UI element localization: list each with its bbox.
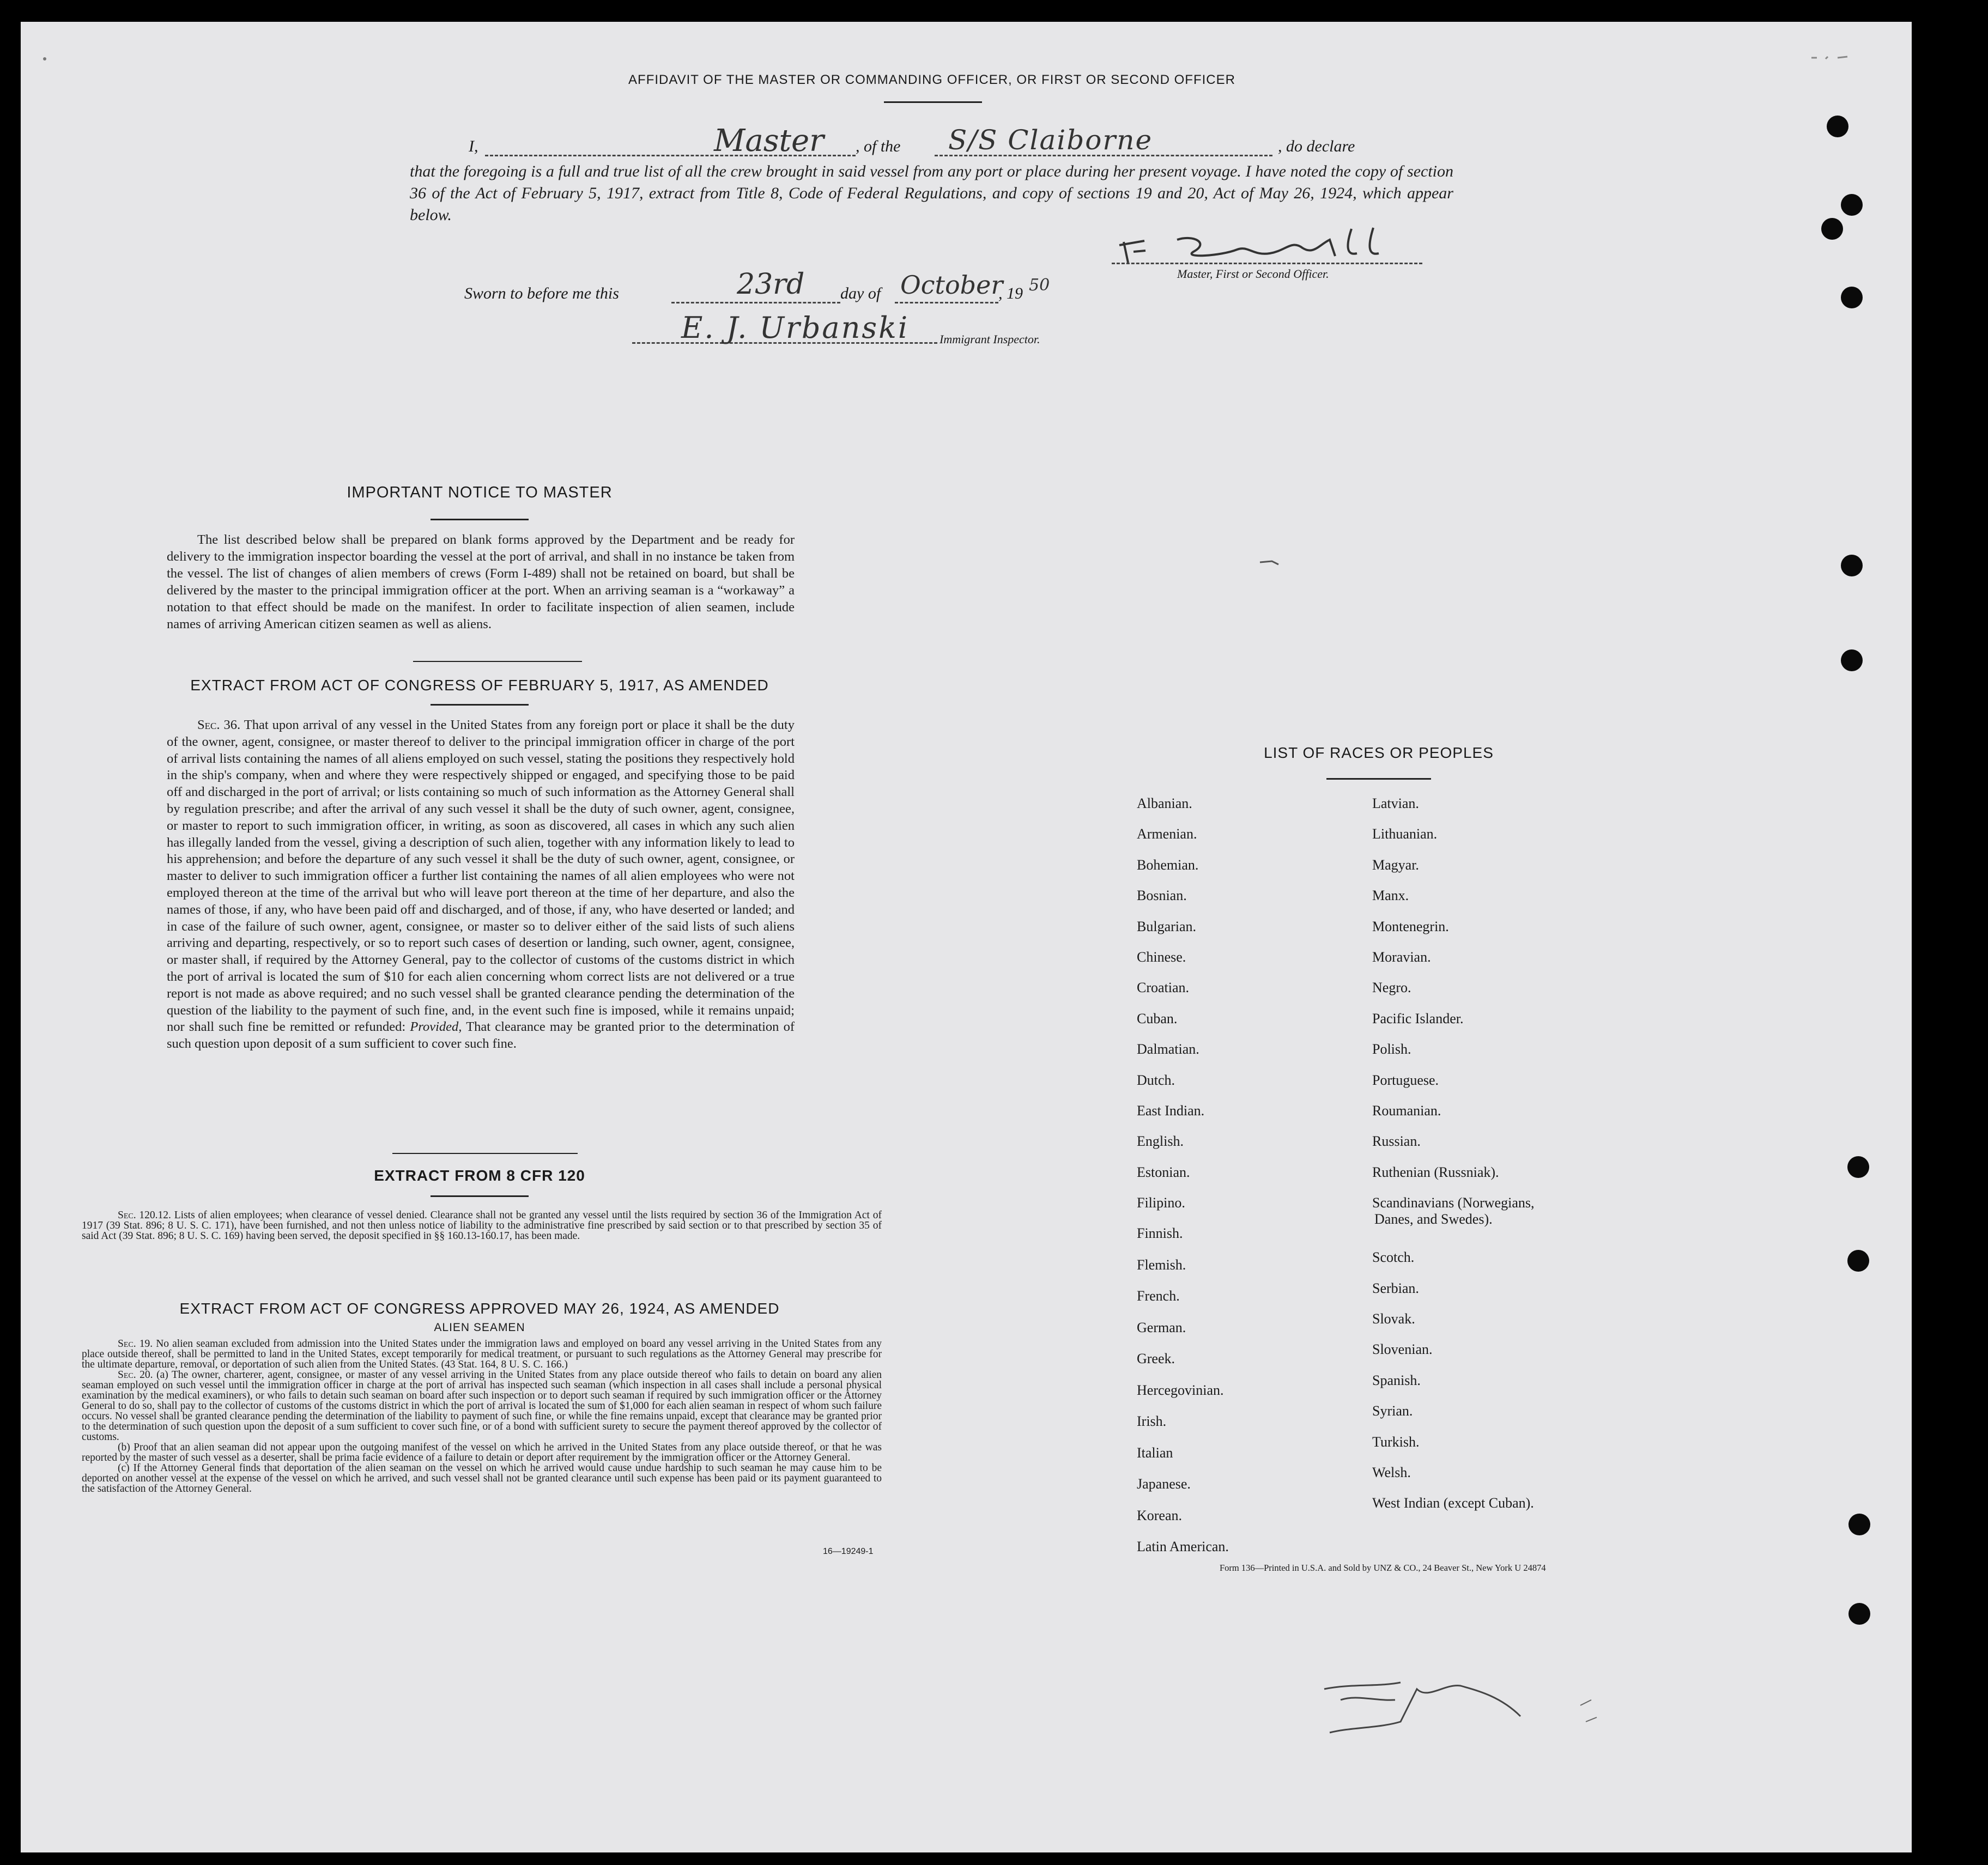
- race-item: Serbian.: [1372, 1280, 1419, 1296]
- sworn-prefix: Sworn to before me this: [464, 284, 619, 302]
- proviso-text: That clearance may be granted prior to the determination of such question upon deposit of a sum sufficient to cover such fine.: [167, 1019, 795, 1052]
- sworn-year-prefix: , 19: [998, 284, 1023, 302]
- notice-end-rule: [413, 661, 582, 662]
- race-item: Bosnian.: [1137, 888, 1187, 904]
- sec-20-label: Sec. 20.: [118, 1369, 153, 1381]
- race-item: Spanish.: [1372, 1372, 1421, 1388]
- race-item: Filipino.: [1137, 1195, 1185, 1211]
- race-item: Latvian.: [1372, 795, 1419, 811]
- race-item: Slovenian.: [1372, 1341, 1433, 1358]
- races-title: LIST OF RACES OR PEOPLES: [1264, 744, 1494, 761]
- sec-19-text: No alien seaman excluded from admission into the United States under the immigration laws and employed on board any vessel arriving in the United States from any place outside thereof, shall be permitted to land in the United States, except temporarily for medical treatment, or pursuant to such regulations as the Attorney General may prescribe for the ultimate departure, removal, or deportation of such alien from the United States. (43 Stat. 164, 8 U. S. C. 166.): [82, 1338, 882, 1370]
- extract-1924-subtitle: ALIEN SEAMEN: [434, 1321, 525, 1334]
- sworn-year: 50: [1029, 276, 1050, 295]
- extract-1917-end-rule: [392, 1153, 578, 1154]
- race-item: Montenegrin.: [1372, 918, 1449, 934]
- race-item: Scandinavians (Norwegians,: [1372, 1195, 1535, 1211]
- race-item: Albanian.: [1137, 795, 1192, 811]
- race-item: Armenian.: [1137, 826, 1197, 842]
- race-item: Lithuanian.: [1372, 826, 1438, 842]
- races-title-rule: [1326, 778, 1431, 780]
- sec-36-label: Sec. 36.: [197, 718, 241, 732]
- race-item: Negro.: [1372, 980, 1411, 996]
- race-item: Flemish.: [1137, 1256, 1186, 1273]
- master-handwritten: Master: [714, 123, 824, 159]
- race-item: German.: [1137, 1319, 1186, 1335]
- pencil-scribble: [1319, 1667, 1602, 1743]
- punch-hole: [1841, 555, 1863, 576]
- affidavit-body: that the foregoing is a full and true list of all the crew brought in said vessel from any port or place during her present voyage. I have noted the copy of section 36 of the Act of February 5, 1917, extract from Title 8, Code of Federal Regulations, and copy of sections 19 and 20, Act of May 26, 1924, which appear below.: [410, 162, 1453, 224]
- race-item: Estonian.: [1137, 1164, 1190, 1180]
- race-item: Cuban.: [1137, 1010, 1178, 1026]
- corner-mark: [41, 56, 48, 62]
- notice-title-rule: [431, 519, 529, 520]
- punch-hole: [1841, 287, 1863, 308]
- punch-hole: [1848, 1514, 1870, 1535]
- extract-1917-body: [167, 717, 795, 1053]
- vessel-handwritten: S/S Claiborne: [948, 124, 1153, 156]
- race-item: Dalmatian.: [1137, 1041, 1199, 1058]
- sec-20a: [82, 1370, 882, 1442]
- punch-hole: [1841, 194, 1863, 216]
- affidavit-of-the: , of the: [856, 137, 901, 155]
- punch-hole: [1848, 1603, 1870, 1625]
- race-item: French.: [1137, 1288, 1180, 1304]
- sec-19-label: Sec. 19.: [118, 1338, 153, 1350]
- sec-120-label: Sec. 120.12.: [118, 1210, 171, 1221]
- race-item: Croatian.: [1137, 980, 1190, 996]
- sworn-day-of: day of: [840, 284, 881, 302]
- extract-1917-title-rule: [431, 704, 529, 706]
- race-item: East Indian.: [1137, 1103, 1205, 1119]
- race-item: Syrian.: [1372, 1403, 1413, 1419]
- race-item: Russian.: [1372, 1133, 1421, 1150]
- extract-cfr-title-rule: [431, 1195, 529, 1197]
- printer-footer: Form 136—Printed in U.S.A. and Sold by UNZ & CO., 24 Beaver St., New York U 24874: [1220, 1563, 1546, 1573]
- race-item: Latin American.: [1137, 1539, 1229, 1555]
- race-item: Korean.: [1137, 1507, 1183, 1523]
- affidavit-line1: [469, 123, 1455, 161]
- race-item: Bulgarian.: [1137, 918, 1197, 934]
- race-item: English.: [1137, 1133, 1184, 1150]
- race-item: Bohemian.: [1137, 856, 1199, 873]
- extract-1924-title: EXTRACT FROM ACT OF CONGRESS APPROVED MAY 26, 1924, AS AMENDED: [179, 1300, 780, 1317]
- inspector-label: Immigrant Inspector.: [940, 332, 1040, 346]
- race-item: Welsh.: [1372, 1465, 1411, 1480]
- race-item: Magyar.: [1372, 856, 1419, 873]
- sworn-day: 23rd: [737, 268, 805, 301]
- race-item: Portuguese.: [1372, 1072, 1439, 1088]
- race-item: Turkish.: [1372, 1433, 1420, 1450]
- inspector-signature: E. J. Urbanski: [681, 311, 910, 345]
- sec-20c: (c) If the Attorney General finds that deportation of the alien seaman on the vessel on which he arrived would cause undue hardship to such seaman he may cause him to be deported on another vessel at the expense of the vessel on which he arrived, and such vessel shall not be granted clearance until such expense has been paid or its payment guaranteed to the satisfaction of the Attorney General.: [82, 1462, 882, 1495]
- race-item: Ruthenian (Russniak).: [1372, 1164, 1499, 1180]
- race-item: Finnish.: [1137, 1225, 1183, 1242]
- race-item: Dutch.: [1137, 1072, 1175, 1088]
- sec-20b: (b) Proof that an alien seaman did not appear upon the outgoing manifest of the vessel on which he arrived in the United States from any place outside thereof, or that he was reported by the master of such vessel as a deserter, shall be prima facie evidence of a failure to detain or deport after requirement by the immigration officer or the Attorney General.: [82, 1442, 882, 1463]
- race-item: Chinese.: [1137, 949, 1186, 965]
- sworn-line: [464, 268, 1173, 315]
- sec-20a-text: (a) The owner, charterer, agent, consignee, or master of any vessel arriving in the United States from any place outside thereof who fails to detain on board any alien seaman employed on such vessel until the immigration officer in charge at the port of arrival has inspected such seaman (which inspection in all cases shall include a personal physical examination by the medical examiners), or who fails to detain such seaman on board after such inspection or to deport such seaman if required by such immigration officer or the Attorney General to do so, shall pay to the collector of customs of the customs district in which the port of arrival is located the sum of $1,000 for each alien seaman in respect of whom such failure occurs. No vessel shall be granted clearance pending the determination of the liability to payment of such fine, or while the fine remains unpaid, except that clearance may be granted prior to the determination of such question upon the deposit of a sum sufficient to cover such fine, or of a bond with sufficient surety to secure the payment thereof approved by the collector of customs.: [82, 1369, 882, 1443]
- affidavit-title-rule: [884, 101, 982, 103]
- race-item: Irish.: [1137, 1413, 1167, 1430]
- affidavit-prefix: I,: [469, 137, 478, 155]
- notice-body: The list described below shall be prepared on blank forms approved by the Department and be ready for delivery to the immigration inspector boarding the vessel at the port of arrival, and shall in no instance be taken from the vessel. The list of changes of alien members of crews (Form I-489) shall not be retained on board, but shall be delivered by the master to the principal immigration officer at the port. When an arriving seaman is a “workaway” a notation to that effect should be made on the manifest. In order to facilitate inspection of alien seamen, include names of arriving American citizen seamen as well as aliens.: [167, 532, 795, 631]
- punch-hole: [1821, 218, 1843, 240]
- race-item: Japanese.: [1137, 1476, 1191, 1492]
- race-item: Italian: [1137, 1444, 1173, 1461]
- stray-mark: [1259, 559, 1281, 567]
- master-signature: [1112, 223, 1417, 267]
- race-item: Danes, and Swedes).: [1374, 1211, 1493, 1228]
- extract-cfr-title: EXTRACT FROM 8 CFR 120: [374, 1167, 585, 1184]
- punch-hole: [1827, 116, 1848, 137]
- extract-1924-body: [82, 1339, 882, 1494]
- officer-label: Master, First or Second Officer.: [1177, 267, 1329, 281]
- form-code: 16—19249-1: [823, 1547, 874, 1556]
- notice-title: IMPORTANT NOTICE TO MASTER: [347, 484, 613, 501]
- race-item: Manx.: [1372, 888, 1409, 904]
- punch-hole: [1847, 1156, 1869, 1178]
- race-item: Greek.: [1137, 1351, 1175, 1367]
- race-item: Scotch.: [1372, 1249, 1415, 1266]
- race-item: West Indian (except Cuban).: [1372, 1495, 1534, 1511]
- extract-cfr-body: [82, 1210, 882, 1241]
- sworn-month: October: [900, 270, 1003, 300]
- corner-mark: [1809, 52, 1853, 63]
- race-item: Hercegovinian.: [1137, 1382, 1224, 1398]
- punch-hole: [1841, 649, 1863, 671]
- race-item: Slovak.: [1372, 1311, 1415, 1327]
- sec-19: [82, 1339, 882, 1370]
- race-item: Moravian.: [1372, 949, 1431, 965]
- sec-36-text: That upon arrival of any vessel in the United States from any foreign port or place it shall be the duty of the owner, agent, consignee, or master thereof to deliver to the principal immigration officer in charge of the port of arrival lists containing the names of all aliens employed on such vessel, stating the positions they respectively hold in the ship's company, when and where they were respectively shipped or engaged, and specifying those to be paid off and discharged in the port of arrival; or lists containing so much of such information as the Attorney General shall by regulation prescribe; and after the arrival of any such vessel it shall be the duty of such owner, agent, consignee, or master to report to such immigration officer, in writing, as soon as discovered, all cases in which any such alien has illegally landed from the vessel, giving a description of such alien, together with any information likely to lead to his apprehension; and before the departure of any such vessel it shall be the duty of such owner, agent, consignee, or master to deliver to such immigration officer a further list containing the names of all alien employees who were not employed thereon at the time of the arrival but who will leave port thereon at the time of her departure, and also the names of those, if any, who have been paid off and discharged, and of those, if any, who have deserted or landed; and in case of the failure of such owner, agent, consignee, or master so to deliver either of the said lists of such aliens arriving and departing, respectively, or so to report such cases of desertion or landing, such owner, agent, consignee, or master shall, if required by the Attorney General, pay to the collector of customs of the customs district in which the port of arrival is located the sum of $10 for each alien concerning whom correct lists are not delivered or a true report is not made as above required; and no such vessel shall be granted clearance pending the determination of the question of the liability to the payment of such fine, and, in the event such fine is imposed, while it remains unpaid; nor shall such fine be remitted or refunded:: [167, 718, 795, 1035]
- race-item: Roumanian.: [1372, 1103, 1441, 1119]
- sec-120-text: Lists of alien employees; when clearance of vessel denied. Clearance shall not be granted any vessel until the lists required by section 36 of the Immigration Act of 1917 (39 Stat. 896; 8 U. S. C. 171), have been furnished, and not then unless notice of liability to the administrative fine prescribed by said section or to that prescribed by section 35 of said Act (39 Stat. 896; 8 U. S. C. 169) having been served, the deposit specified in §§ 160.13-160.17, has been made.: [82, 1210, 882, 1242]
- affidavit-title: AFFIDAVIT OF THE MASTER OR COMMANDING OFFICER, OR FIRST OR SECOND OFFICER: [628, 72, 1235, 87]
- extract-1917-title: EXTRACT FROM ACT OF CONGRESS OF FEBRUARY 5, 1917, AS AMENDED: [190, 677, 769, 694]
- affidavit-do-declare: , do declare: [1278, 137, 1355, 155]
- race-item: Polish.: [1372, 1041, 1411, 1058]
- proviso-label: Provided,: [410, 1019, 462, 1035]
- punch-hole: [1847, 1250, 1869, 1272]
- race-item: Pacific Islander.: [1372, 1010, 1464, 1026]
